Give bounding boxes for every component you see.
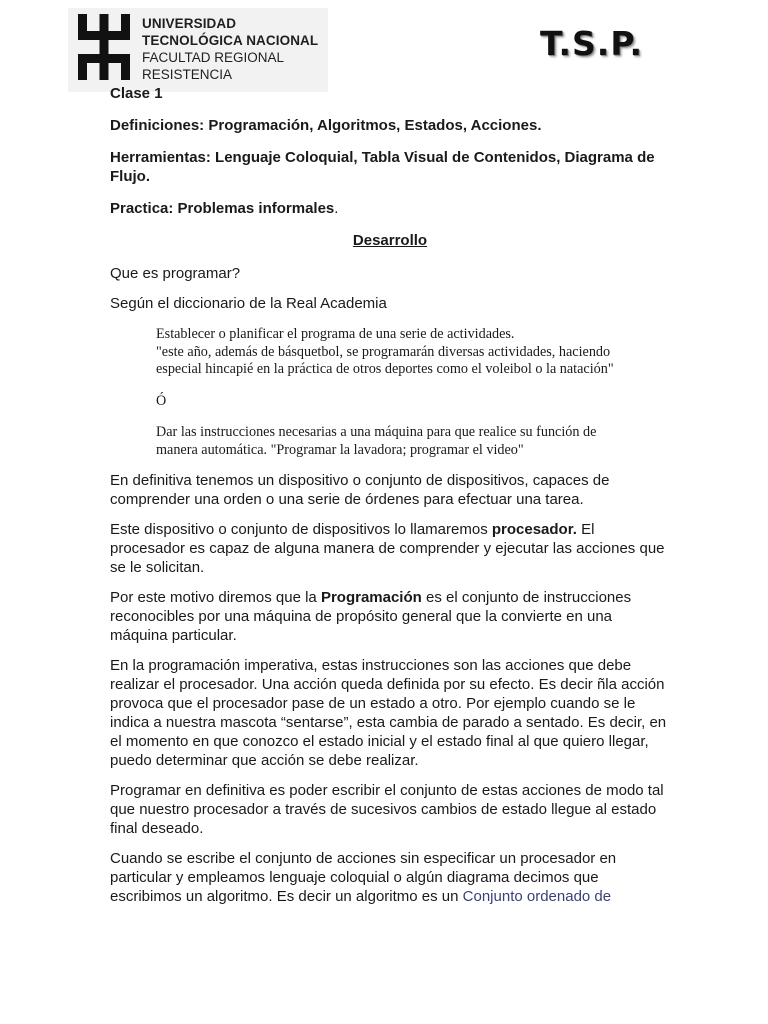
quote-def1-line1: Establecer o planificar el programa de una serie de actividades. — [156, 326, 515, 342]
p6-text-pre: Cuando se escribe el conjunto de acciones sin especificar un procesador en particular y empleamos lenguaje coloquial o algún diagrama decimos que escribimos un algoritmo. Es decir un algoritmo es un — [110, 850, 617, 905]
conjunto-ordenado-link[interactable]: Conjunto ordenado de — [462, 888, 612, 905]
faculty-line-2: RESISTENCIA — [142, 67, 233, 82]
paragraph-3 — [110, 588, 670, 645]
paragraph-6 — [110, 849, 670, 906]
university-name-block — [142, 15, 318, 83]
p3-text-pre: Por este motivo diremos que la — [110, 589, 321, 606]
procesador-term: procesador. — [491, 521, 577, 538]
p3-text-post: es el conjunto de instrucciones reconocibles por una máquina de propósito general que la convierte en una máquina particular. — [110, 589, 632, 644]
quote-def1-line2: "este año, además de básquetbol, se programarán diversas actividades, haciendo — [156, 343, 611, 360]
quote-or: Ó — [156, 392, 167, 409]
source-line: Según el diccionario de la Real Academia — [110, 295, 387, 312]
question-line: Que es programar? — [110, 265, 241, 282]
quote-def2-line2: manera automática. "Programar la lavadora; programar el video" — [156, 441, 524, 458]
quote-def1-line3: especial hincapié en la práctica de otros deportes como el voleibol o la natación" — [156, 361, 614, 377]
herramientas-line: Herramientas: Lenguaje Coloquial, Tabla Visual de Contenidos, Diagrama de Flujo. — [110, 149, 655, 185]
section-title: Desarrollo — [352, 232, 428, 249]
utn-logo — [78, 14, 130, 80]
programacion-term: Programación — [320, 589, 422, 606]
practica-line — [110, 199, 670, 218]
faculty-line-1: FACULTAD REGIONAL — [142, 50, 285, 65]
clase-heading: Clase 1 — [110, 85, 163, 102]
paragraph-5: Programar en definitiva es poder escribir el conjunto de estas acciones de modo tal que nuestro procesador a través de sucesivos cambios de estado llegue al estado final deseado. — [110, 782, 664, 837]
document-body — [110, 84, 670, 917]
university-line-2: TECNOLÓGICA NACIONAL — [142, 33, 319, 48]
p2-text-pre: Este dispositivo o conjunto de dispositivos lo llamaremos — [110, 521, 492, 538]
quote-def2-line1: Dar las instrucciones necesarias a una máquina para que realice su función de — [156, 424, 597, 440]
university-line-1: UNIVERSIDAD — [142, 16, 237, 31]
paragraph-1: En definitiva tenemos un dispositivo o conjunto de dispositivos, capaces de comprender una orden o una serie de órdenes para efectuar una tarea. — [110, 472, 610, 508]
paragraph-4: En la programación imperativa, estas instrucciones son las acciones que debe realizar el procesador. Una acción queda definida por su efecto. Es decir ñla acción provoca que el procesador pase de un estado a otro. Por ejemplo cuando se le indica a nuestra mascota “sentarse”, esta cambia de parado a sentado. Es decir, en el momento en que conozco el estado inicial y el estado final al que quiero llegar, puedo determinar que acción se debe realizar. — [110, 657, 667, 769]
practica-period: . — [334, 200, 339, 217]
definiciones-line: Definiciones: Programación, Algoritmos, Estados, Acciones. — [110, 117, 542, 134]
course-code: T.S.P. — [540, 24, 644, 63]
p2-text-post: El procesador es capaz de alguna manera de comprender y ejecutar las acciones que se le solicitan. — [110, 521, 665, 576]
practica-text: Practica: Problemas informales — [110, 200, 335, 217]
paragraph-2 — [110, 520, 670, 577]
dictionary-quote — [110, 326, 670, 459]
